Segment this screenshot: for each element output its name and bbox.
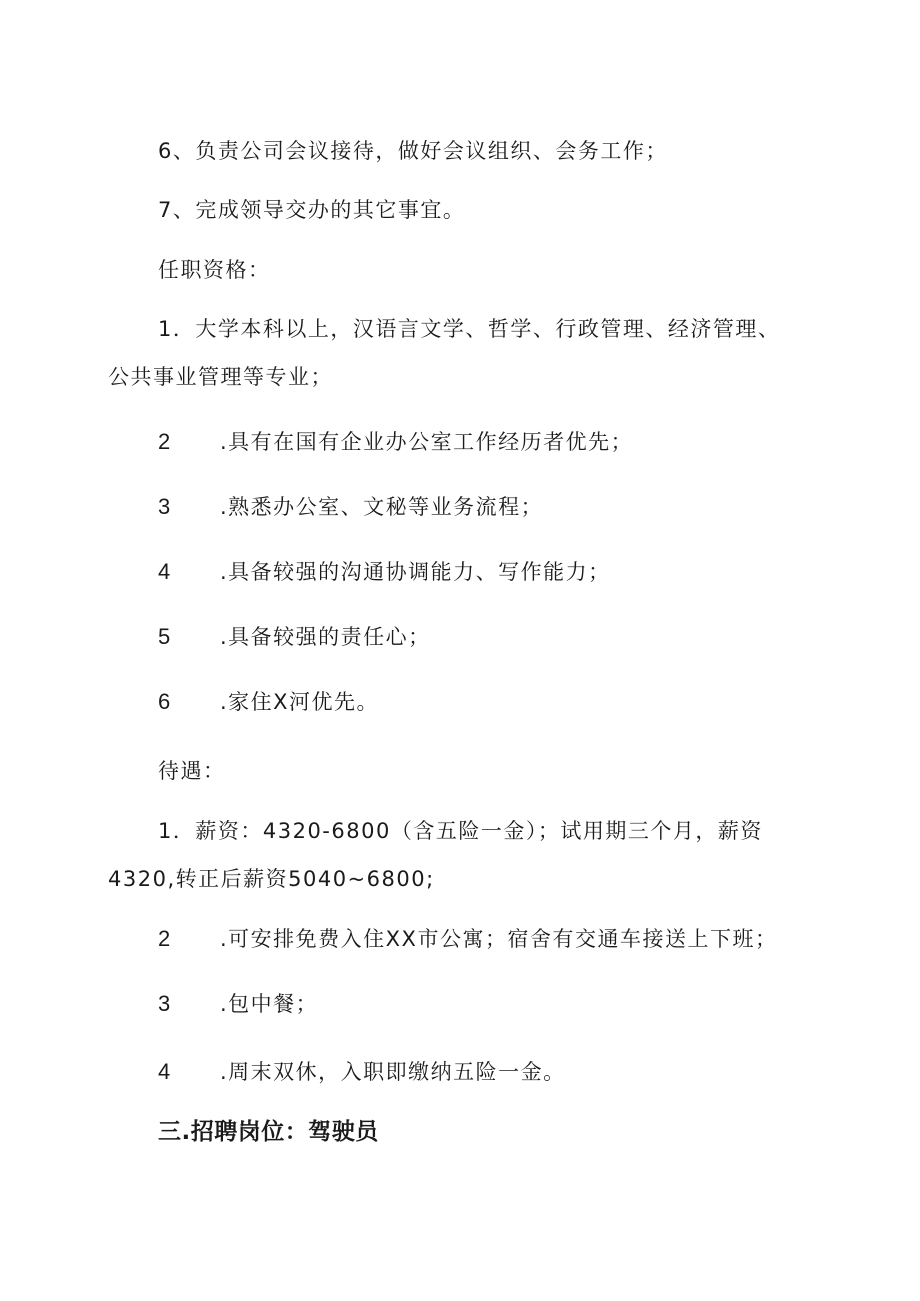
benefit-number: 2	[158, 926, 172, 951]
section-3-heading: 三.招聘岗位：驾驶员	[158, 1119, 379, 1145]
qualification-item-5	[158, 622, 431, 652]
benefit-number: 3	[158, 991, 172, 1016]
benefit-item-4	[158, 1057, 566, 1087]
benefit-item-3	[158, 989, 318, 1019]
benefit-text: .可安排免费入住XX市公寓；宿舍有交通车接送上下班；	[220, 927, 778, 951]
qualification-number: 3	[158, 494, 172, 519]
duty-item-6: 6、负责公司会议接待，做好会议组织、会务工作；	[158, 139, 668, 163]
qualification-item-4	[158, 557, 611, 587]
benefit-number: 4	[158, 1059, 172, 1084]
duty-item-7: 7、完成领导交办的其它事宜。	[158, 198, 466, 222]
qualification-number: 6	[158, 689, 172, 714]
qualification-number: 5	[158, 624, 172, 649]
qualification-item-1-line2: 公共事业管理等专业；	[108, 365, 333, 389]
qualification-item-6	[158, 687, 379, 717]
qualification-text: .具有在国有企业办公室工作经历者优先；	[220, 430, 634, 454]
qualification-text: .家住X河优先。	[220, 690, 380, 714]
benefit-text: .周末双休，入职即缴纳五险一金。	[220, 1060, 566, 1084]
benefit-item-1-line1: 1．薪资：4320-6800（含五险一金）；试用期三个月，薪资	[158, 819, 763, 843]
qualification-item-3	[158, 492, 543, 522]
qualification-text: .具备较强的沟通协调能力、写作能力；	[220, 560, 611, 584]
benefit-item-1-line2: 4320,转正后薪资5040~6800;	[108, 867, 435, 891]
qualifications-heading: 任职资格：	[158, 258, 271, 282]
qualification-item-1-line1: 1．大学本科以上，汉语言文学、哲学、行政管理、经济管理、	[158, 317, 781, 341]
benefit-text: .包中餐；	[220, 992, 319, 1016]
qualification-number: 2	[158, 429, 172, 454]
benefit-item-2	[158, 924, 777, 954]
qualification-number: 4	[158, 559, 172, 584]
qualification-text: .熟悉办公室、文秘等业务流程；	[220, 495, 544, 519]
qualification-text: .具备较强的责任心；	[220, 625, 431, 649]
qualification-item-2	[158, 427, 633, 457]
benefits-heading: 待遇：	[158, 759, 226, 783]
